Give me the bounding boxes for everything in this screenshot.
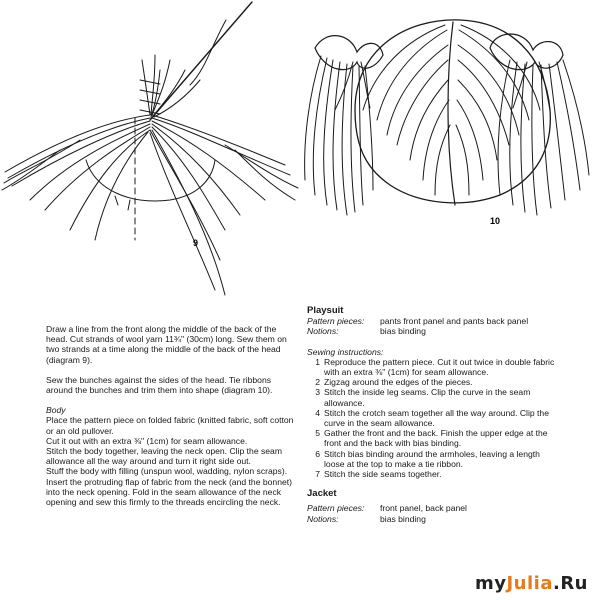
notions-value: bias binding (380, 326, 426, 337)
diagram-10-number: 10 (490, 216, 501, 226)
pattern-pieces-label: Pattern pieces: (307, 316, 365, 327)
body-paragraph-1: Place the pattern piece on folded fabric (knitted fabric, soft cotton or an old pullover. (46, 415, 294, 436)
site-watermark (475, 573, 588, 594)
jacket-pattern-pieces-value: front panel, back panel (380, 503, 467, 514)
step-text: Reproduce the pattern piece. Cut it out twice in double fabric with an extra ⅜" (1cm) for seam allowance. (324, 356, 555, 378)
step-text: Stitch bias binding around the armholes, leaving a length loose at the top to make a tie ribbon. (324, 448, 540, 469)
step-number: 3 (315, 387, 320, 398)
step-text: Stitch the crotch seam together all the way around. Clip the curve in the seam allowance. (324, 407, 549, 429)
body-paragraph-2: Cut it out with an extra ⅜" (1cm) for seam allowance. (46, 435, 248, 446)
sewing-instructions-heading: Sewing instructions: (307, 346, 384, 357)
body-paragraph-5: Insert the protruding flap of fabric from the neck (and the bonnet) into the neck opening. Fold in the seam allowance of the neck opening and sew this firmly to the threads encircling the neck. (46, 476, 293, 508)
sewing-steps-list (307, 357, 557, 479)
jacket-notions-label: Notions: (307, 513, 339, 524)
jacket-pattern-pieces-label: Pattern pieces: (307, 503, 365, 514)
sewing-step (307, 449, 557, 469)
jacket-pattern-pieces (307, 503, 557, 513)
diagram-10-illustration (295, 0, 595, 240)
sewing-step (307, 377, 557, 387)
step-number: 7 (315, 469, 320, 480)
paragraph-bunches: Sew the bunches against the sides of the head. Tie ribbons around the bunches and trim them into shape (diagram 10). (46, 374, 273, 396)
step-number: 4 (315, 407, 320, 418)
step-text: Gather the front and the back. Finish the upper edge at the front and the back with bias binding. (324, 428, 548, 449)
paragraph-hair-strands: Draw a line from the front along the middle of the back of the head. Cut strands of wool yarn 11¾" (30cm) long. Sew them on two strands at a time along the middle of the back of the head (diagram 9). (46, 324, 287, 365)
body-heading: Body (46, 405, 66, 416)
step-number: 6 (315, 448, 320, 459)
step-text: Zigzag around the edges of the pieces. (324, 377, 473, 388)
playsuit-heading: Playsuit (307, 305, 344, 316)
jacket-notions (307, 514, 557, 524)
diagram-9-illustration (0, 0, 300, 300)
sewing-step (307, 469, 557, 479)
step-text: Stitch the side seams together. (324, 469, 442, 480)
diagram-9-number: 9 (193, 238, 199, 248)
watermark-part-my: my (474, 573, 507, 594)
step-number: 1 (315, 356, 320, 367)
step-number: 2 (315, 377, 320, 388)
notions-label: Notions: (307, 326, 339, 337)
body-paragraph-4: Stuff the body with filling (unspun wool, wadding, nylon scraps). (46, 466, 288, 477)
step-text: Stitch the inside leg seams. Clip the curve in the seam allowance. (324, 387, 531, 408)
step-number: 5 (315, 428, 320, 439)
sewing-step (307, 408, 557, 428)
body-paragraph-3: Stitch the body together, leaving the neck open. Clip the seam allowance all the way around and turn it right side out. (46, 446, 283, 467)
right-column (307, 306, 557, 524)
jacket-heading: Jacket (307, 488, 337, 500)
watermark-part-ru: .Ru (552, 573, 588, 594)
playsuit-pattern-pieces (307, 316, 557, 326)
left-column (46, 324, 298, 507)
jacket-notions-value: bias binding (380, 513, 426, 524)
pattern-pieces-value: pants front panel and pants back panel (380, 316, 529, 327)
playsuit-notions (307, 326, 557, 336)
sewing-step (307, 428, 557, 448)
sewing-step (307, 357, 557, 377)
sewing-step (307, 387, 557, 407)
watermark-part-julia: Julia (506, 573, 553, 594)
